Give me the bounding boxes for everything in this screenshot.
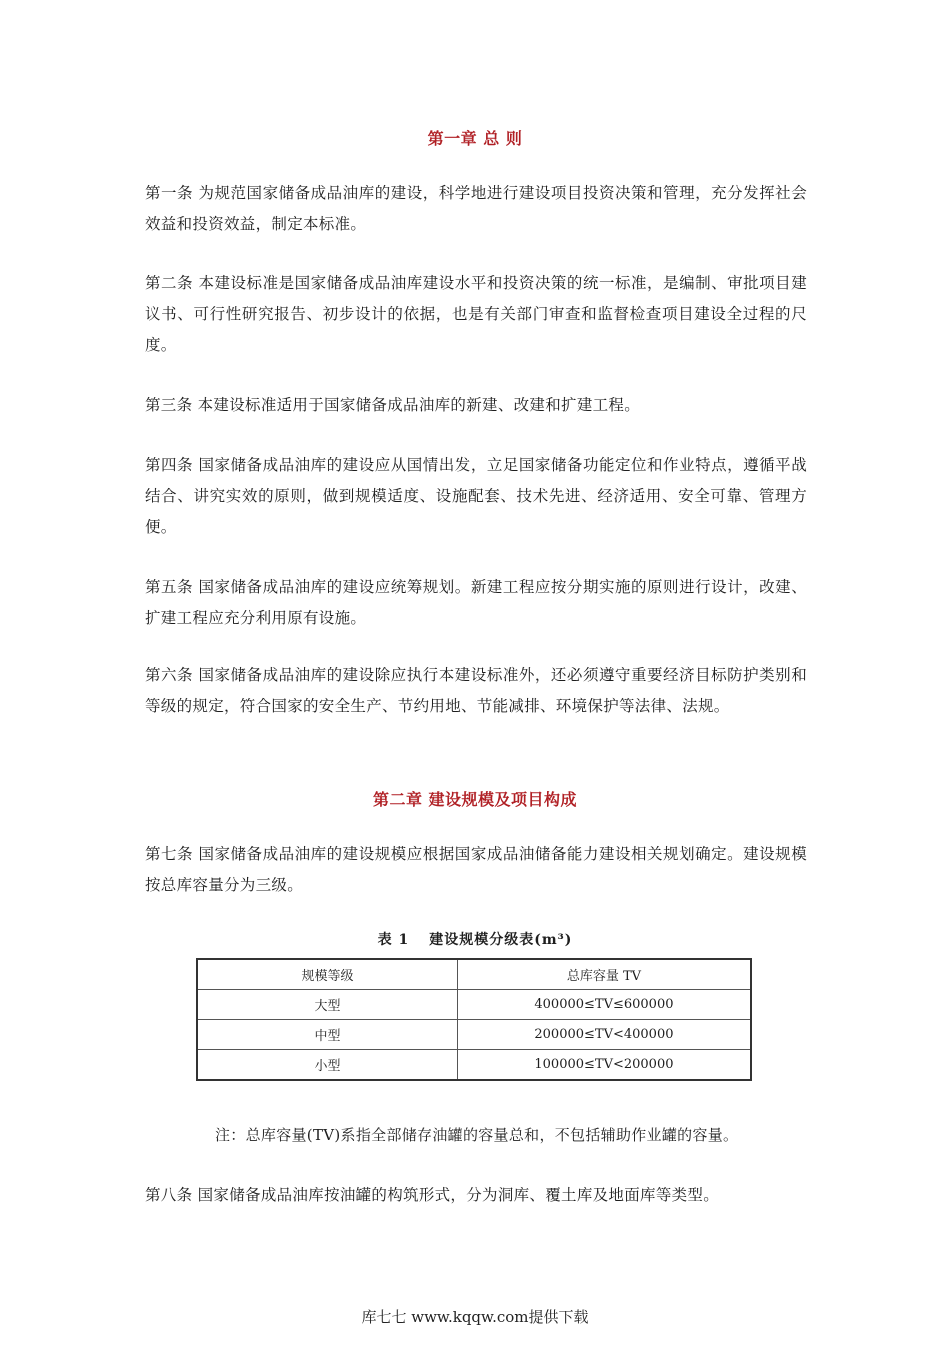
article-7: 第七条 国家储备成品油库的建设规模应根据国家成品油储备能力建设相关规划确定。建设规模按总库容量分为三级。 xyxy=(145,845,807,894)
chapter-2-title: 第二章 建设规模及项目构成 xyxy=(372,790,578,809)
article-2: 第二条 本建设标准是国家储备成品油库建设水平和投资决策的统一标准，是编制、审批项目建议书、可行性研究报告、初步设计的依据，也是有关部门审查和监督检查项目建设全过程的尺度。 xyxy=(145,274,807,354)
table-row xyxy=(197,990,751,1020)
article-1: 第一条 为规范国家储备成品油库的建设，科学地进行建设项目投资决策和管理，充分发挥社会效益和投资效益，制定本标准。 xyxy=(145,184,807,233)
table-note: 注：总库容量(TV)系指全部储存油罐的容量总和，不包括辅助作业罐的容量。 xyxy=(215,1126,739,1144)
table-number: 表 1 xyxy=(377,932,410,948)
table-header-cell: 总库容量 TV xyxy=(457,959,751,990)
article-6: 第六条 国家储备成品油库的建设除应执行本建设标准外，还必须遵守重要经济目标防护类别和等级的规定，符合国家的安全生产、节约用地、节能减排、环境保护等法律、法规。 xyxy=(145,666,807,715)
table-cell: 小型 xyxy=(197,1050,457,1081)
table-cell: 400000≤TV≤600000 xyxy=(457,990,751,1020)
table-row xyxy=(197,1020,751,1050)
table-header-row xyxy=(197,959,751,990)
table-cell: 大型 xyxy=(197,990,457,1020)
page-footer: 库七七 www.kqqw.com提供下载 xyxy=(361,1308,589,1326)
chapter-1-title: 第一章 总 则 xyxy=(427,129,523,148)
table-cell: 100000≤TV<200000 xyxy=(457,1050,751,1081)
article-8: 第八条 国家储备成品油库按油罐的构筑形式，分为洞库、覆土库及地面库等类型。 xyxy=(145,1186,720,1204)
table-row xyxy=(197,1050,751,1081)
table-title: 建设规模分级表(m³) xyxy=(429,932,573,948)
table-header-cell: 规模等级 xyxy=(197,959,457,990)
table-cell: 200000≤TV<400000 xyxy=(457,1020,751,1050)
scale-classification-table xyxy=(196,958,752,1081)
article-3: 第三条 本建设标准适用于国家储备成品油库的新建、改建和扩建工程。 xyxy=(145,396,641,414)
article-4: 第四条 国家储备成品油库的建设应从国情出发，立足国家储备功能定位和作业特点，遵循平战结合、讲究实效的原则，做到规模适度、设施配套、技术先进、经济适用、安全可靠、管理方便。 xyxy=(145,456,807,536)
article-5: 第五条 国家储备成品油库的建设应统筹规划。新建工程应按分期实施的原则进行设计，改建、扩建工程应充分利用原有设施。 xyxy=(145,578,807,627)
table-caption xyxy=(0,929,950,949)
table-cell: 中型 xyxy=(197,1020,457,1050)
